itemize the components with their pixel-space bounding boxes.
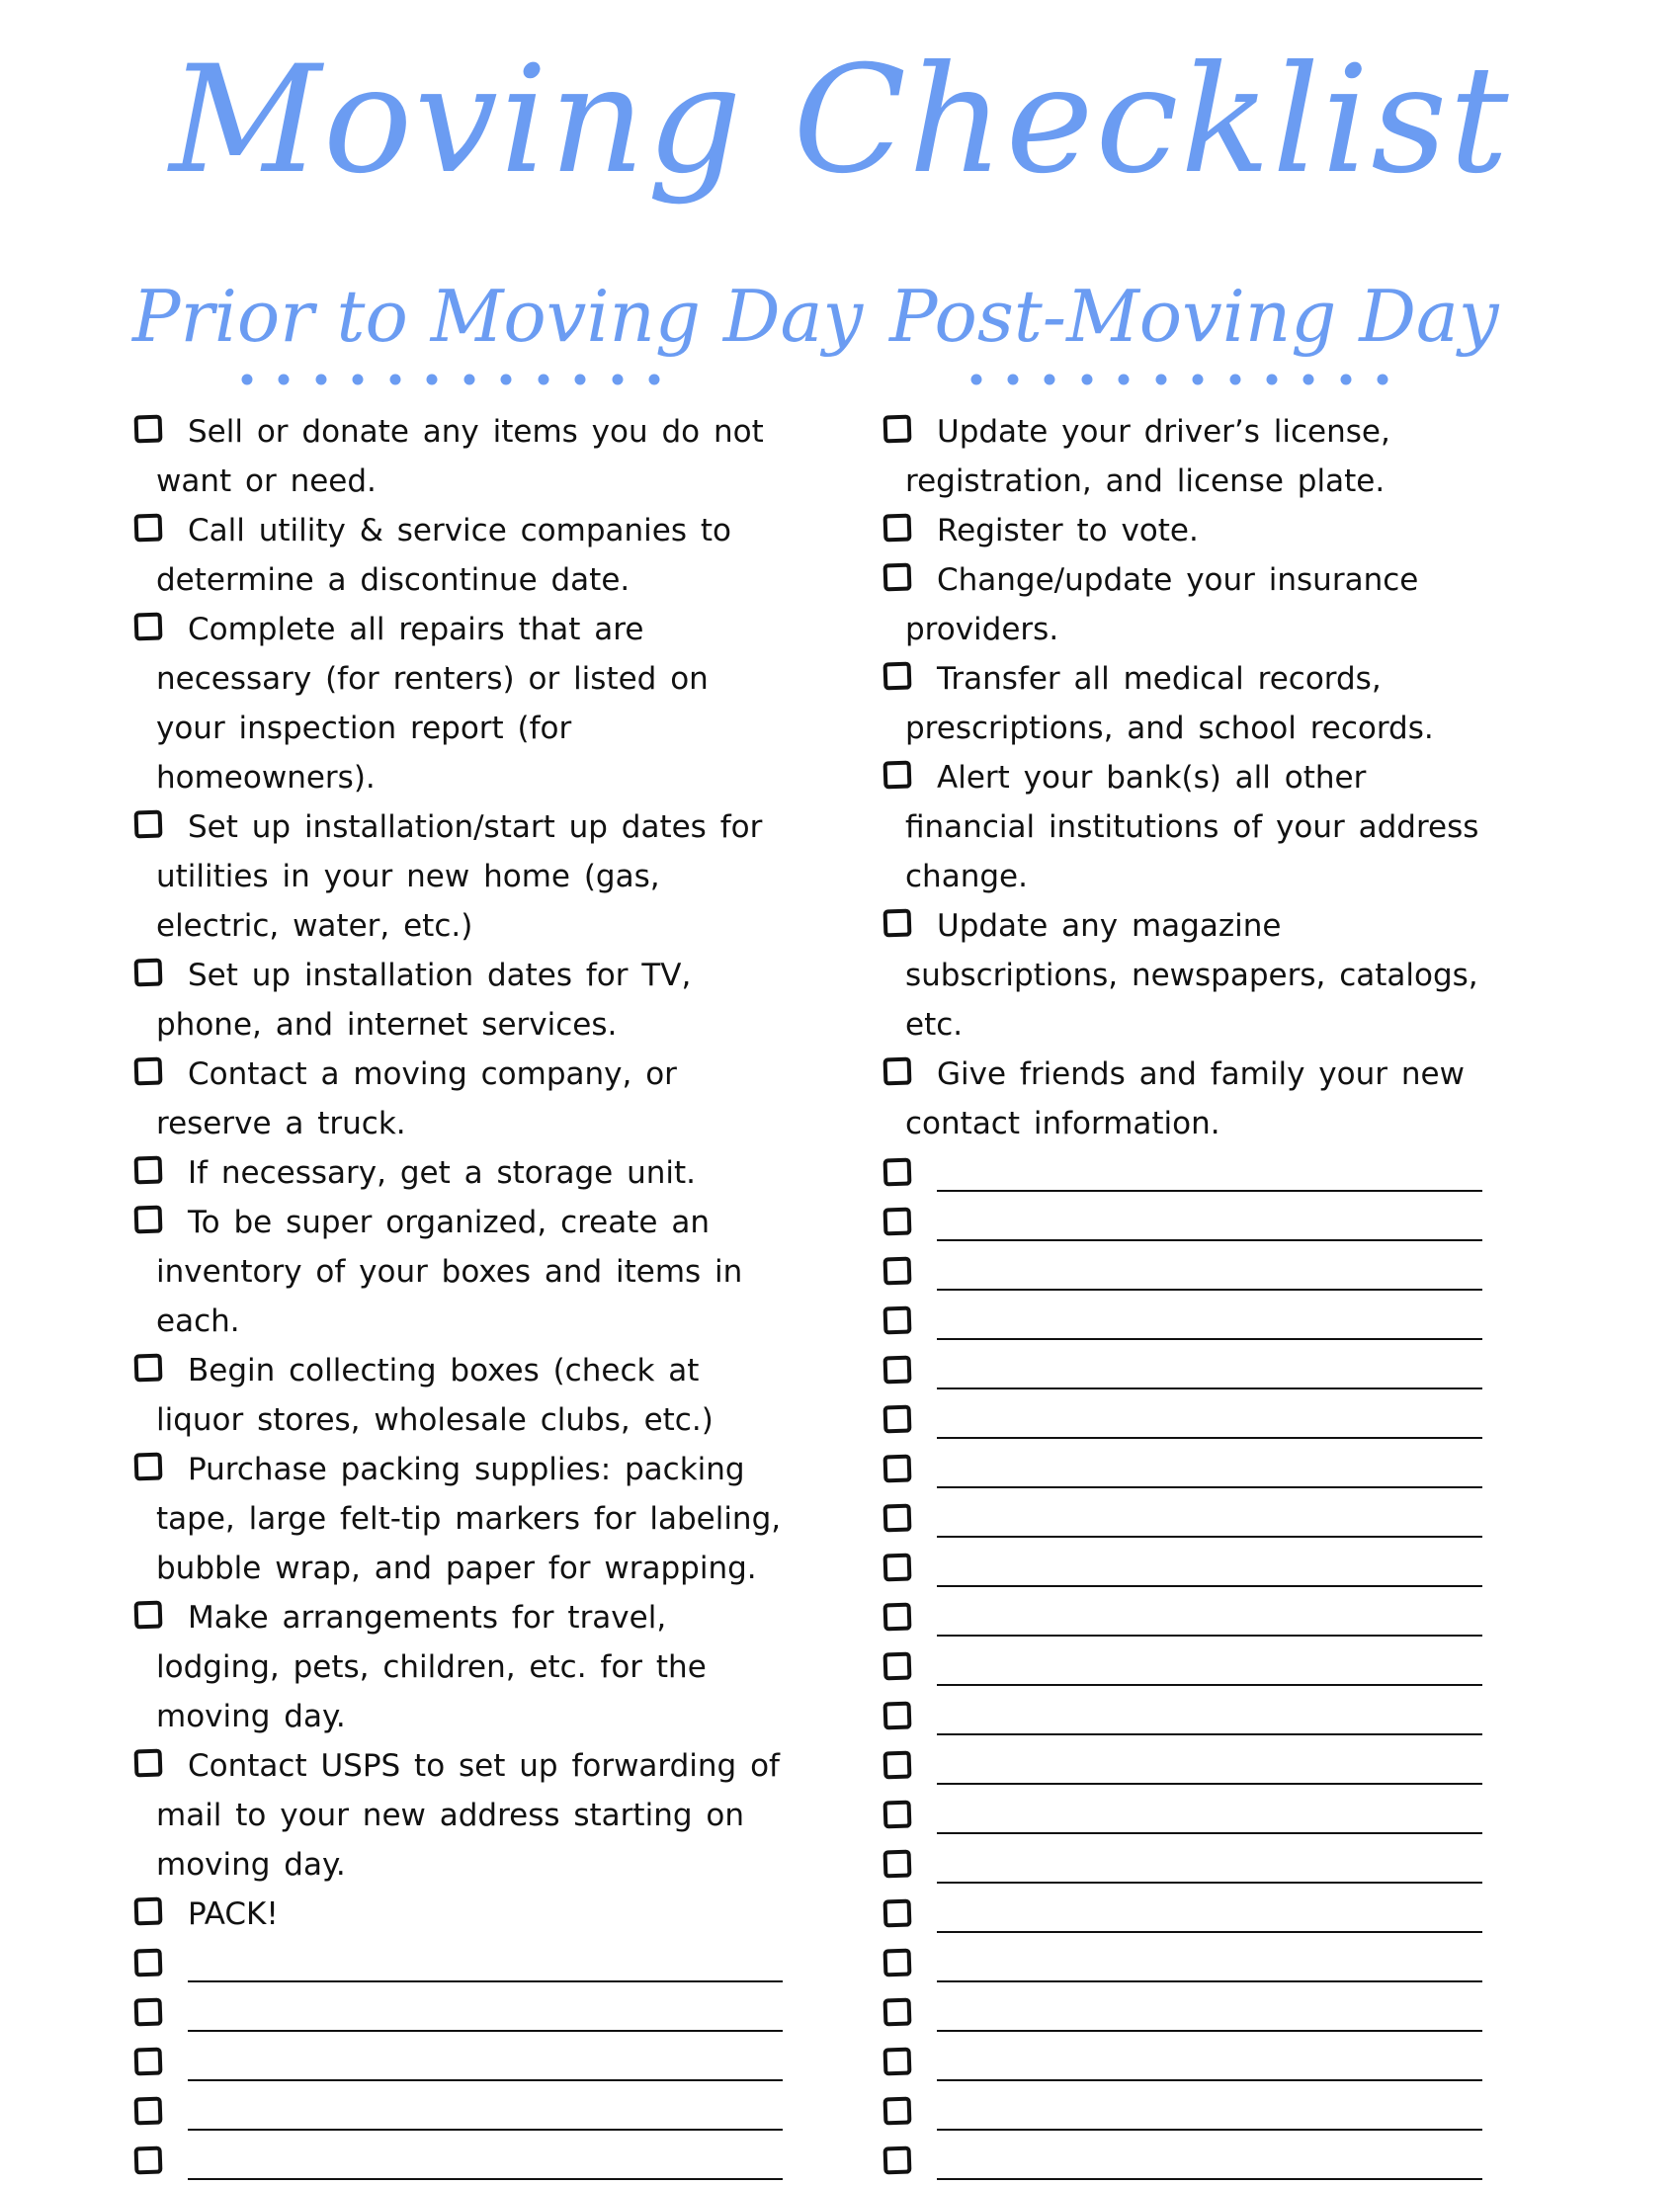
- divider-dot: [1378, 375, 1388, 385]
- divider-dot: [427, 375, 438, 385]
- blank-checklist-item: [130, 2137, 783, 2186]
- divider-dot: [1119, 375, 1130, 385]
- checklist-item-text: Register to vote.: [937, 513, 1199, 548]
- checkbox[interactable]: [883, 2048, 912, 2076]
- blank-checklist-item: [880, 1346, 1482, 1395]
- checkbox[interactable]: [134, 1601, 163, 1630]
- checklist-item-text: Change/update your insurance providers.: [905, 562, 1419, 647]
- divider-dot: [279, 375, 290, 385]
- divider-dot: [353, 375, 364, 385]
- divider-dot: [1156, 375, 1167, 385]
- checkbox[interactable]: [134, 1206, 163, 1234]
- divider-dot: [1045, 375, 1055, 385]
- blank-checklist-item: [880, 1395, 1482, 1445]
- prior-heading: Prior to Moving Day: [132, 275, 864, 358]
- write-in-line[interactable]: [937, 1387, 1482, 1389]
- blank-checklist-item: [880, 1148, 1482, 1198]
- blank-checklist-item: [880, 2038, 1482, 2087]
- checklist-item: [880, 506, 1482, 555]
- checklist-item-text: Set up installation dates for TV, phone, and internet services.: [156, 958, 692, 1043]
- checklist-item: [130, 407, 783, 506]
- checkbox[interactable]: [883, 1652, 912, 1681]
- blank-checklist-item: [880, 1642, 1482, 1692]
- divider-dot: [242, 375, 253, 385]
- write-in-line[interactable]: [937, 1486, 1482, 1488]
- checklist-item: [880, 654, 1482, 753]
- checkbox[interactable]: [883, 1751, 912, 1780]
- write-in-line[interactable]: [937, 2129, 1482, 2131]
- write-in-line[interactable]: [937, 1733, 1482, 1735]
- checklist-item: [880, 901, 1482, 1050]
- write-in-line[interactable]: [937, 1783, 1482, 1785]
- checklist-item-text: If necessary, get a storage unit.: [188, 1155, 696, 1191]
- write-in-line[interactable]: [188, 2129, 783, 2131]
- prior-checklist: [130, 407, 783, 2186]
- blank-checklist-item: [880, 1840, 1482, 1890]
- checklist-item: [130, 1198, 783, 1346]
- checklist-item: [130, 951, 783, 1050]
- checkbox[interactable]: [134, 415, 163, 444]
- divider-dot: [539, 375, 549, 385]
- checkbox[interactable]: [134, 613, 163, 641]
- checklist-item-text: Sell or donate any items you do not want or need.: [156, 414, 764, 499]
- checklist-item: [880, 555, 1482, 654]
- checkbox[interactable]: [883, 1356, 912, 1385]
- checkbox[interactable]: [134, 810, 163, 839]
- divider-dot: [649, 375, 660, 385]
- divider-dot: [971, 375, 982, 385]
- blank-checklist-item: [880, 1791, 1482, 1840]
- checklist-item: [880, 1050, 1482, 1148]
- write-in-line[interactable]: [937, 1239, 1482, 1241]
- write-in-line[interactable]: [188, 2178, 783, 2180]
- blank-checklist-item: [880, 1445, 1482, 1494]
- post-moving-column: [880, 267, 1499, 2186]
- write-in-line[interactable]: [937, 2178, 1482, 2180]
- write-in-line[interactable]: [937, 1536, 1482, 1538]
- divider-dot: [575, 375, 586, 385]
- checklist-item-text: To be super organized, create an inventory of your boxes and items in each.: [156, 1205, 743, 1339]
- divider-dot: [1008, 375, 1019, 385]
- divider-dot: [464, 375, 475, 385]
- checkbox[interactable]: [883, 514, 912, 543]
- divider-dot: [1082, 375, 1093, 385]
- divider-dot: [1303, 375, 1314, 385]
- write-in-line[interactable]: [937, 2079, 1482, 2081]
- checkbox[interactable]: [883, 662, 912, 691]
- post-heading: Post-Moving Day: [889, 275, 1499, 358]
- checklist-item: [130, 1050, 783, 1148]
- checkbox[interactable]: [883, 1208, 912, 1236]
- dotted-divider: [880, 366, 1482, 395]
- checkbox[interactable]: [883, 1257, 912, 1286]
- checklist-item: [880, 753, 1482, 901]
- checklist-item: [130, 1890, 783, 1939]
- blank-checklist-item: [880, 1198, 1482, 1247]
- divider-dot: [390, 375, 401, 385]
- write-in-line[interactable]: [188, 1980, 783, 1982]
- divider-dot: [1341, 375, 1352, 385]
- checkbox[interactable]: [883, 909, 912, 938]
- checklist-item-text: Update your driver’s license, registration, and license plate.: [905, 414, 1390, 499]
- blank-checklist-item: [880, 1890, 1482, 1939]
- checklist-item: [130, 506, 783, 605]
- divider-dot: [1230, 375, 1241, 385]
- checklist-item-text: Begin collecting boxes (check at liquor stores, wholesale clubs, etc.): [156, 1353, 714, 1438]
- blank-checklist-item: [880, 1939, 1482, 1988]
- divider-dot: [1193, 375, 1204, 385]
- checkbox[interactable]: [883, 1554, 912, 1582]
- checklist-item-text: Purchase packing supplies: packing tape, large felt-tip markers for labeling, bubble wrap, and paper for wrapping.: [156, 1452, 782, 1586]
- checklist-item-text: Give friends and family your new contact information.: [905, 1056, 1465, 1141]
- checklist-item: [130, 1148, 783, 1198]
- checklist-item-text: Update any magazine subscriptions, newspapers, catalogs, etc.: [905, 908, 1478, 1043]
- checkbox[interactable]: [883, 2146, 912, 2175]
- divider-dot: [613, 375, 624, 385]
- blank-checklist-item: [130, 2087, 783, 2137]
- write-in-line[interactable]: [188, 2079, 783, 2081]
- blank-checklist-item: [130, 2038, 783, 2087]
- checklist-item: [880, 407, 1482, 506]
- checkbox[interactable]: [883, 1455, 912, 1483]
- checkbox[interactable]: [883, 1306, 912, 1335]
- blank-checklist-item: [880, 1247, 1482, 1297]
- page-title: Moving Checklist: [169, 35, 1511, 207]
- checkbox[interactable]: [883, 415, 912, 444]
- checkbox[interactable]: [883, 1850, 912, 1879]
- checkbox[interactable]: [134, 1453, 163, 1481]
- checklist-item-text: Alert your bank(s) all other financial institutions of your address change.: [905, 760, 1479, 894]
- checkbox[interactable]: [134, 1354, 163, 1383]
- blank-checklist-item: [880, 1988, 1482, 2038]
- checkbox[interactable]: [883, 1603, 912, 1632]
- checkbox[interactable]: [134, 2048, 163, 2076]
- divider-dot: [316, 375, 327, 385]
- checkbox[interactable]: [134, 1749, 163, 1778]
- checklist-item-text: Make arrangements for travel, lodging, pets, children, etc. for the moving day.: [156, 1600, 707, 1734]
- checkbox[interactable]: [883, 1801, 912, 1829]
- write-in-line[interactable]: [937, 1190, 1482, 1192]
- write-in-line[interactable]: [937, 1338, 1482, 1340]
- divider-dot: [501, 375, 512, 385]
- checkbox[interactable]: [883, 761, 912, 790]
- blank-checklist-item: [880, 2137, 1482, 2186]
- checklist-item: [130, 802, 783, 951]
- checkbox[interactable]: [134, 1057, 163, 1086]
- checkbox[interactable]: [883, 1158, 912, 1187]
- checkbox[interactable]: [883, 1899, 912, 1928]
- checkbox[interactable]: [134, 1897, 163, 1926]
- checkbox[interactable]: [883, 1998, 912, 2027]
- checkbox[interactable]: [883, 1504, 912, 1533]
- write-in-line[interactable]: [937, 1437, 1482, 1439]
- checkbox[interactable]: [134, 1949, 163, 1977]
- checkbox[interactable]: [134, 2097, 163, 2126]
- checkbox[interactable]: [134, 959, 163, 987]
- checklist-item-text: Set up installation/start up dates for utilities in your new home (gas, electric, water, etc.): [156, 809, 763, 944]
- write-in-line[interactable]: [937, 1882, 1482, 1884]
- checkbox[interactable]: [134, 2146, 163, 2175]
- write-in-line[interactable]: [937, 1931, 1482, 1933]
- checkbox[interactable]: [883, 1702, 912, 1730]
- checklist-item: [130, 605, 783, 802]
- checklist-item-text: Contact USPS to set up forwarding of mail to your new address starting on moving day.: [156, 1748, 780, 1883]
- checklist-item-text: Transfer all medical records, prescriptions, and school records.: [905, 661, 1434, 746]
- checklist-item: [130, 1741, 783, 1890]
- prior-to-moving-column: [130, 267, 864, 2186]
- blank-checklist-item: [880, 1593, 1482, 1642]
- checklist-item-text: Call utility & service companies to determine a discontinue date.: [156, 513, 731, 598]
- write-in-line[interactable]: [937, 1832, 1482, 1834]
- write-in-line[interactable]: [937, 2030, 1482, 2032]
- blank-checklist-item: [880, 2087, 1482, 2137]
- blank-checklist-item: [130, 1988, 783, 2038]
- write-in-line[interactable]: [937, 1635, 1482, 1637]
- blank-checklist-item: [880, 1297, 1482, 1346]
- blank-checklist-item: [880, 1692, 1482, 1741]
- write-in-line[interactable]: [937, 1684, 1482, 1686]
- divider-dot: [1267, 375, 1278, 385]
- dots-graphic: [130, 366, 763, 395]
- checklist-item: [130, 1346, 783, 1445]
- checklist-item: [130, 1593, 783, 1741]
- blank-checklist-item: [880, 1741, 1482, 1791]
- checklist-item-text: Contact a moving company, or reserve a truck.: [156, 1056, 677, 1141]
- blank-checklist-item: [130, 1939, 783, 1988]
- write-in-line[interactable]: [188, 2030, 783, 2032]
- checklist-item-text: Complete all repairs that are necessary (for renters) or listed on your inspection report (for homeowners).: [156, 612, 709, 796]
- checkbox[interactable]: [883, 1405, 912, 1434]
- blank-checklist-item: [880, 1494, 1482, 1544]
- checkbox[interactable]: [883, 563, 912, 592]
- write-in-line[interactable]: [937, 1289, 1482, 1291]
- dots-graphic: [880, 366, 1482, 395]
- checkbox[interactable]: [883, 2097, 912, 2126]
- checkbox[interactable]: [134, 1998, 163, 2027]
- write-in-line[interactable]: [937, 1980, 1482, 1982]
- checkbox[interactable]: [883, 1057, 912, 1086]
- checklist-item: [130, 1445, 783, 1593]
- checkbox[interactable]: [883, 1949, 912, 1977]
- checklist-item-text: PACK!: [188, 1896, 279, 1932]
- checkbox[interactable]: [134, 514, 163, 543]
- checkbox[interactable]: [134, 1156, 163, 1185]
- dotted-divider: [130, 366, 783, 395]
- write-in-line[interactable]: [937, 1585, 1482, 1587]
- post-checklist: [880, 407, 1482, 2186]
- blank-checklist-item: [880, 1544, 1482, 1593]
